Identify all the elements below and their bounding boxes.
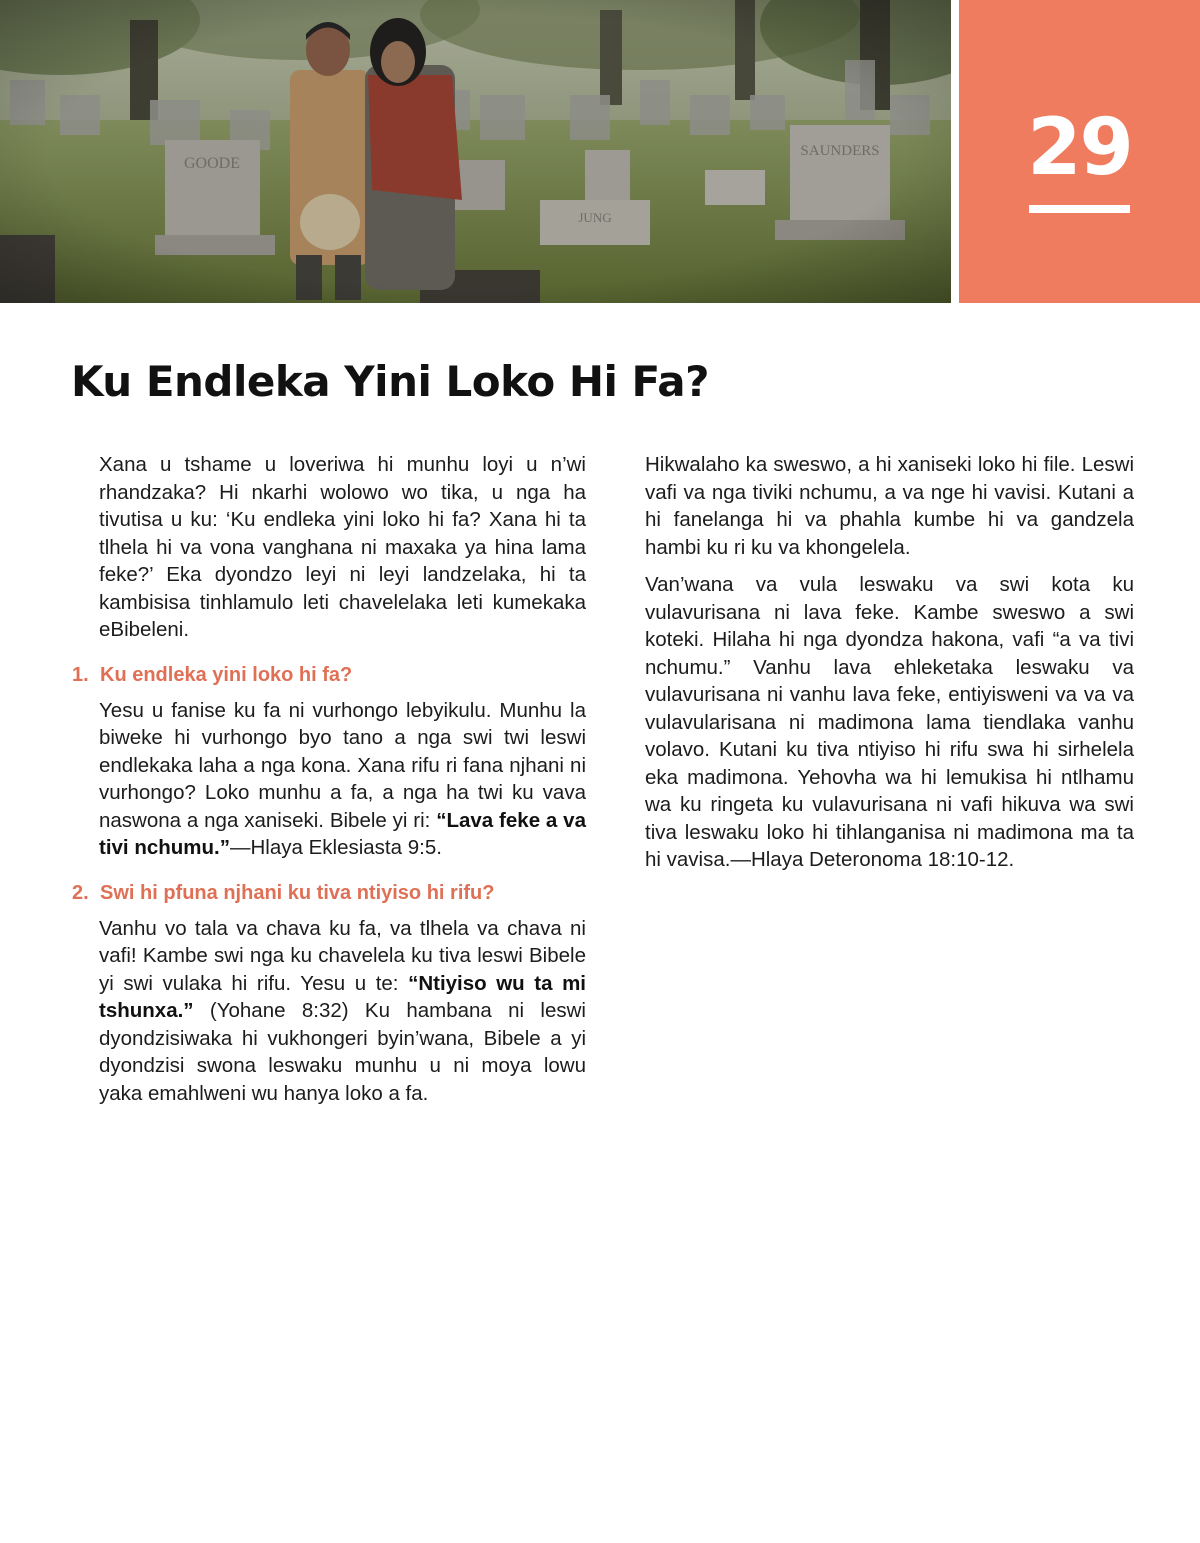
section-heading-2 bbox=[72, 880, 586, 907]
section-2-paragraph-1 bbox=[72, 915, 586, 1108]
scripture-quote: “Ntiyiso wu ta mi tshunxa.” bbox=[99, 971, 586, 1022]
intro-paragraph: Xana u tshame u loveriwa hi munhu loyi u n’wi rhandzaka? Hi nkarhi wolowo wo tika, u nga ha tivutisa u ku: ‘Ku endleka yini loko hi fa? Xana hi ta tlhela hi va vona vanghana ni maxaka ya hina lama feke?’ Eka dyondzo leyi ni leyi landzelaka, hi ta kambisisa tinhlamulo leti chavelelaka leti kumekaka eBibeleni. bbox=[99, 453, 586, 641]
chapter-underline bbox=[1029, 205, 1130, 213]
left-column bbox=[72, 451, 586, 1117]
chapter-number: 29 bbox=[1027, 103, 1132, 193]
paragraph-text: (Yohane 8:32) Ku hambana ni leswi dyondzisiwaka hi vukhongeri byin’wana, Bibele a yi dyondzisi swona leswaku munhu u ni moya lowu yaka emahlweni wu hanya loko a fa. bbox=[99, 999, 586, 1105]
scripture-quote: “Lava feke a va tivi nchumu.” bbox=[99, 808, 586, 859]
paragraph-text: Yesu u fanise ku fa ni vurhongo lebyikulu. Munhu la biweke hi vurhongo byo tano a nga swi twi leswi endlekaka laha a nga kona. Xana rifu ri fana njhani ni vurhongo? Loko munhu a fa, a nga ha twi ku vava naswona a nga xaniseki. Bibele yi ri: bbox=[99, 698, 586, 832]
section-heading-text: Swi hi pfuna njhani ku tiva ntiyiso hi rifu? bbox=[100, 881, 495, 904]
section-2-paragraph-2: Van’wana va vula leswaku va swi kota ku vulavurisana ni lava feke. Kambe sweswo a swi koteki. Hilaha hi nga dyondza hakona, vafi “a va tivi nchumu.” Vanhu lava ehleketaka leswaku va vulavurisana ni vanhu lava feke, entiyisweni va va va vulavularisana ni madimona lama tiendlaka vanhu volavo. Kutani ku tiva ntiyiso hi rifu swa hi sirhelela eka madimona. Yehovha wa hi lemukisa hi ntlhamu wa ku ringeta ku vulavurisana ni vafi hikuva wa swi tiva leswaku loko hi tihlanganisa ni madimona ma ta hi vavisa.—Hlaya Deteronoma 18:10-12. bbox=[645, 573, 1134, 871]
section-1-paragraph-1 bbox=[72, 697, 586, 862]
scripture-reference: —Hlaya Eklesiasta 9:5. bbox=[229, 836, 442, 859]
section-number: 1. bbox=[72, 663, 89, 686]
page-title: Ku Endleka Yini Loko Hi Fa? bbox=[71, 357, 709, 406]
right-column bbox=[645, 451, 1134, 884]
section-heading-1 bbox=[72, 662, 586, 689]
section-heading-text: Ku endleka yini loko hi fa? bbox=[100, 663, 353, 686]
paragraph-text: Vanhu vo tala va chava ku fa, va tlhela va chava ni vafi! Kambe swi nga ku chavelela ku tiva leswi Bibele yi swi vulaka hi rifu. Yesu u te: bbox=[99, 916, 586, 995]
section-number: 2. bbox=[72, 881, 89, 904]
header-photo bbox=[0, 0, 951, 303]
chapter-badge bbox=[959, 0, 1200, 303]
section-1-paragraph-2: Hikwalaho ka sweswo, a hi xaniseki loko hi file. Leswi vafi va nga tiviki nchumu, a va nge hi vavisi. Kutani a hi fanelanga hi va phahla kumbe hi va gandzela hambi ku ri ku va khongelela. bbox=[645, 453, 1134, 559]
cemetery-couple-photo-icon bbox=[0, 0, 951, 303]
